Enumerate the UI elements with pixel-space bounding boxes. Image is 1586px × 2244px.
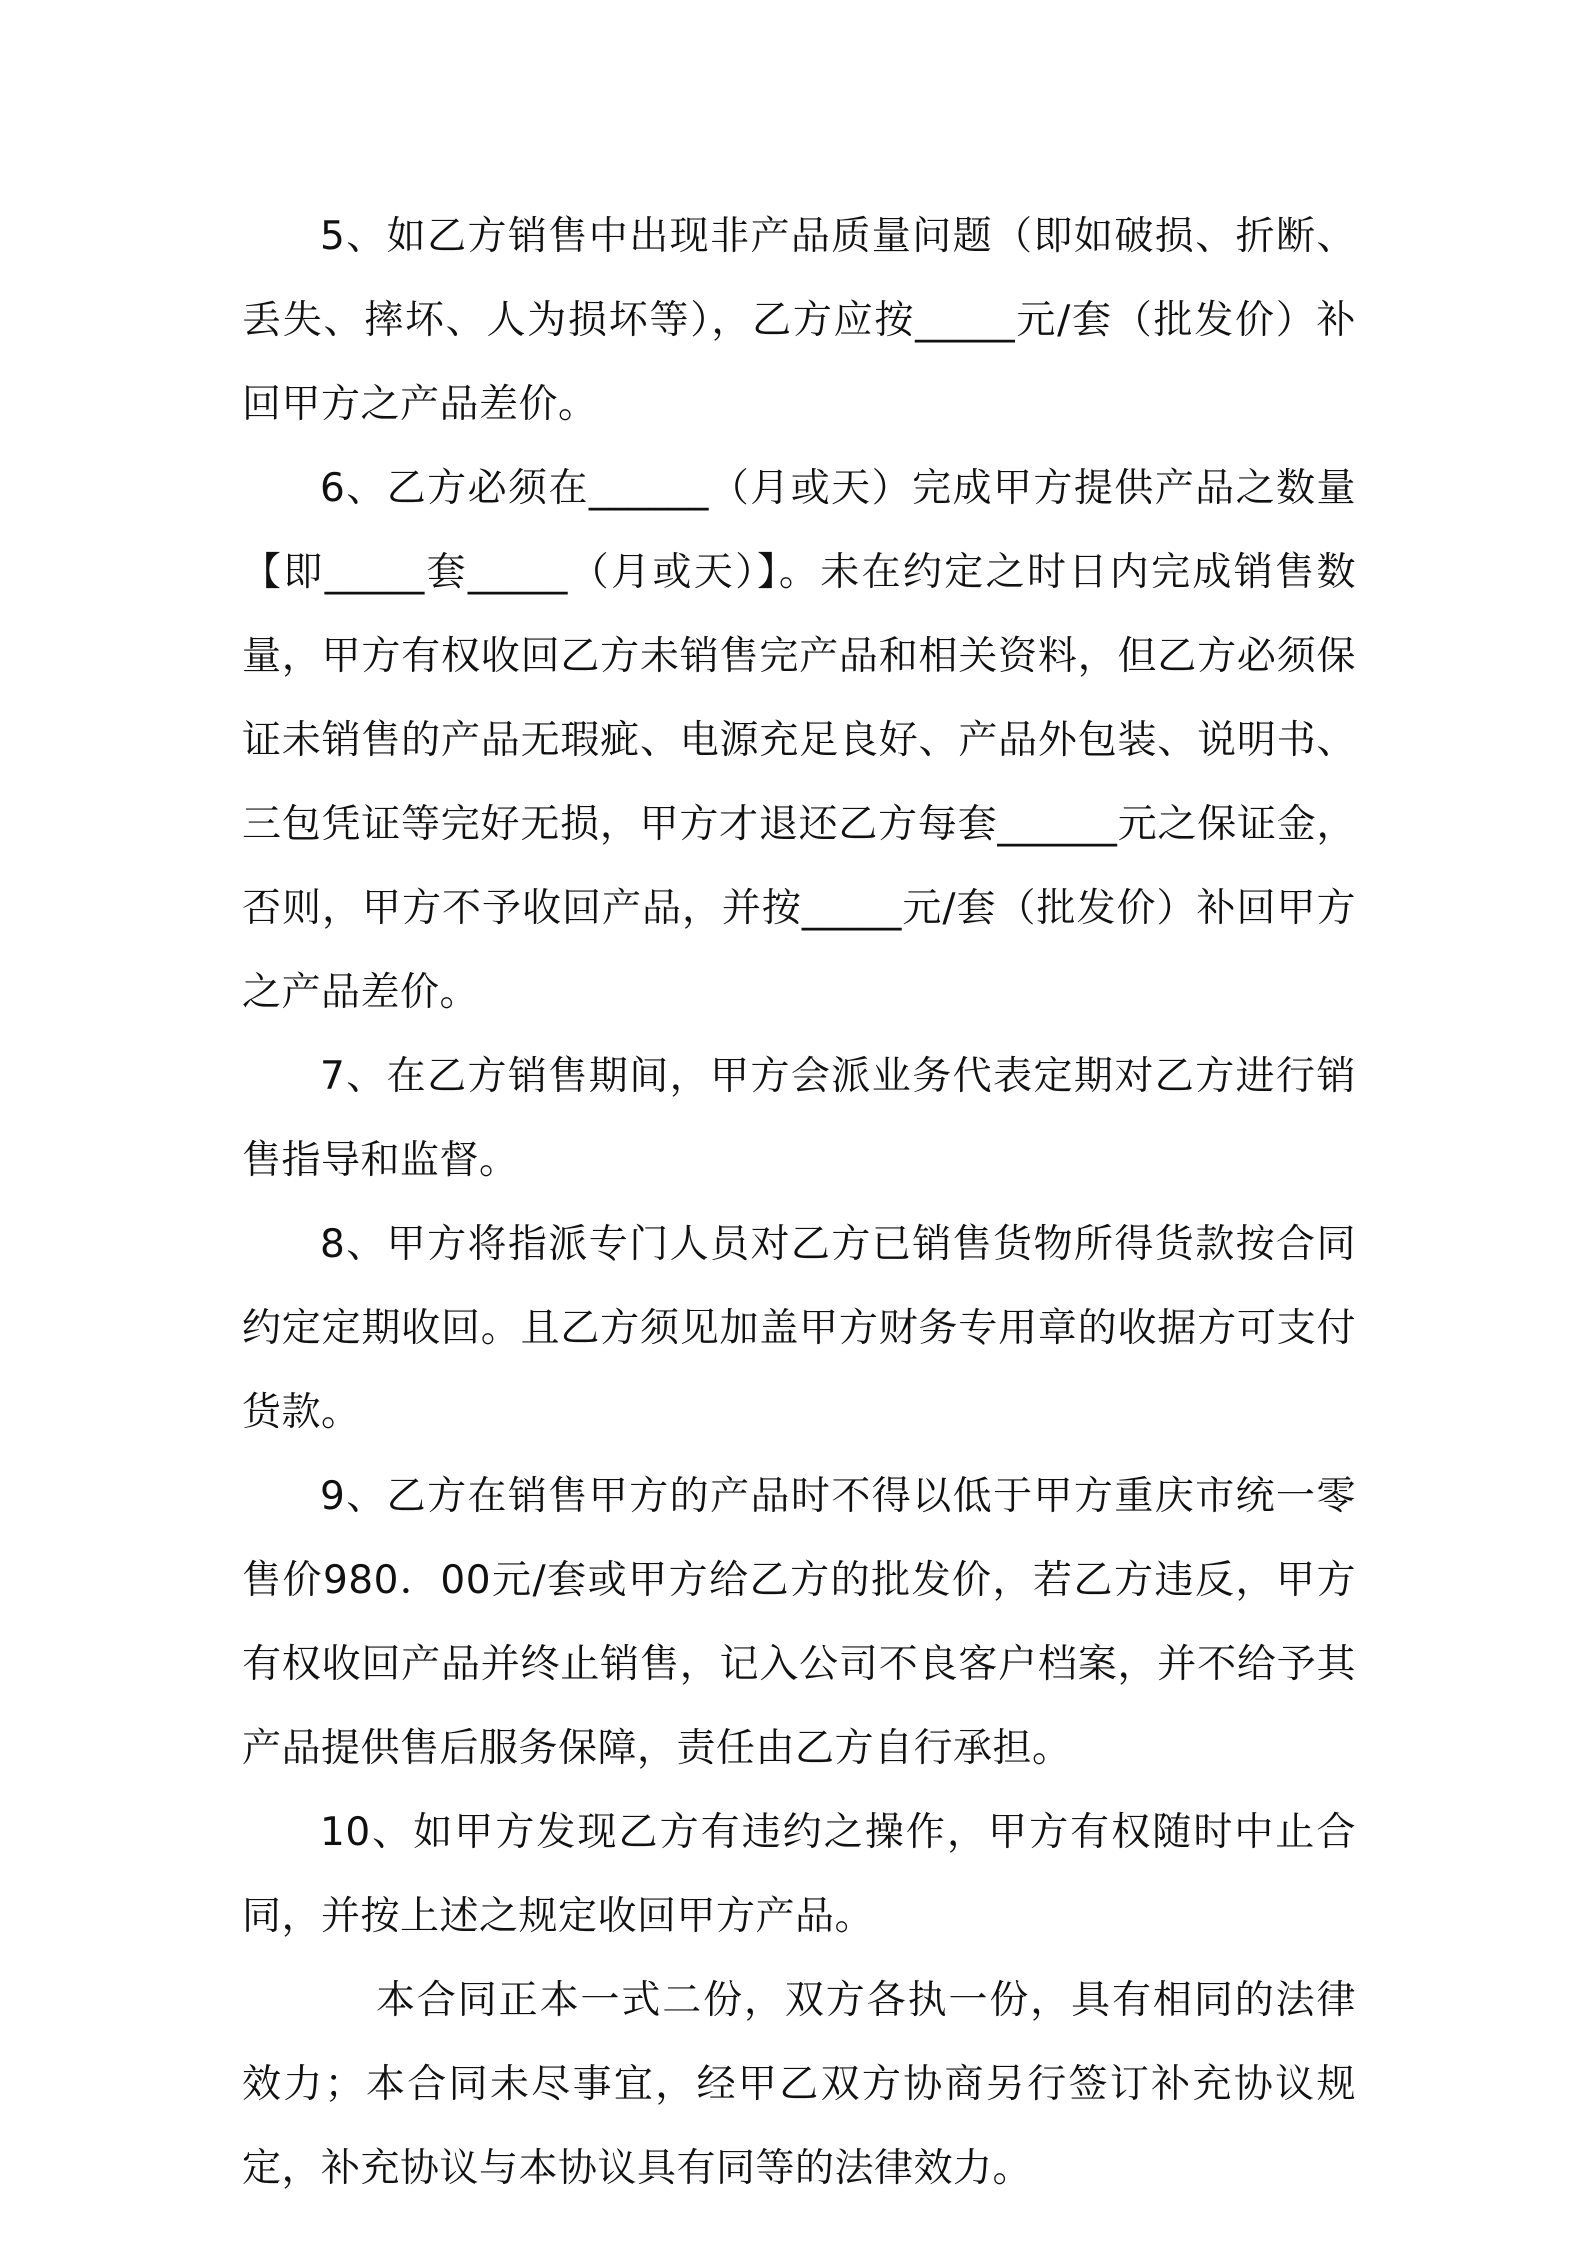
clause-8: 8、甲方将指派专门人员对乙方已销售货物所得货款按合同约定定期收回。且乙方须见加盖甲方财务专用章的收据方可支付货款。 — [242, 1222, 1356, 1435]
closing-clause: 本合同正本一式二份，双方各执一份，具有相同的法律效力；本合同未尽事宜，经甲乙双方协商另行签订补充协议规定，补充协议与本协议具有同等的法律效力。 — [242, 1978, 1356, 2191]
clause-7: 7、在乙方销售期间，甲方会派业务代表定期对乙方进行销售指导和监督。 — [242, 1054, 1356, 1183]
document-body — [242, 195, 1356, 2211]
clause-9: 9、乙方在销售甲方的产品时不得以低于甲方重庆市统一零售价980．00元/套或甲方给乙方的批发价，若乙方违反，甲方有权收回产品并终止销售，记入公司不良客户档案，并不给予其产品提供售后服务保障，责任由乙方自行承担。 — [242, 1474, 1356, 1771]
clause-10: 10、如甲方发现乙方有违约之操作，甲方有权随时中止合同，并按上述之规定收回甲方产品。 — [242, 1810, 1356, 1939]
clause-5: 5、如乙方销售中出现非产品质量问题（即如破损、折断、丢失、摔坏、人为损坏等），乙方应按_____元/套（批发价）补回甲方之产品差价。 — [242, 214, 1356, 427]
clause-6: 6、乙方必须在______（月或天）完成甲方提供产品之数量【即_____套_____（月或天）】。未在约定之时日内完成销售数量，甲方有权收回乙方未销售完产品和相关资料，但乙方必须保证未销售的产品无瑕疵、电源充足良好、产品外包装、说明书、三包凭证等完好无损，甲方才退还乙方每套______元之保证金，否则，甲方不予收回产品，并按_____元/套（批发价）补回甲方之产品差价。 — [242, 466, 1356, 1015]
